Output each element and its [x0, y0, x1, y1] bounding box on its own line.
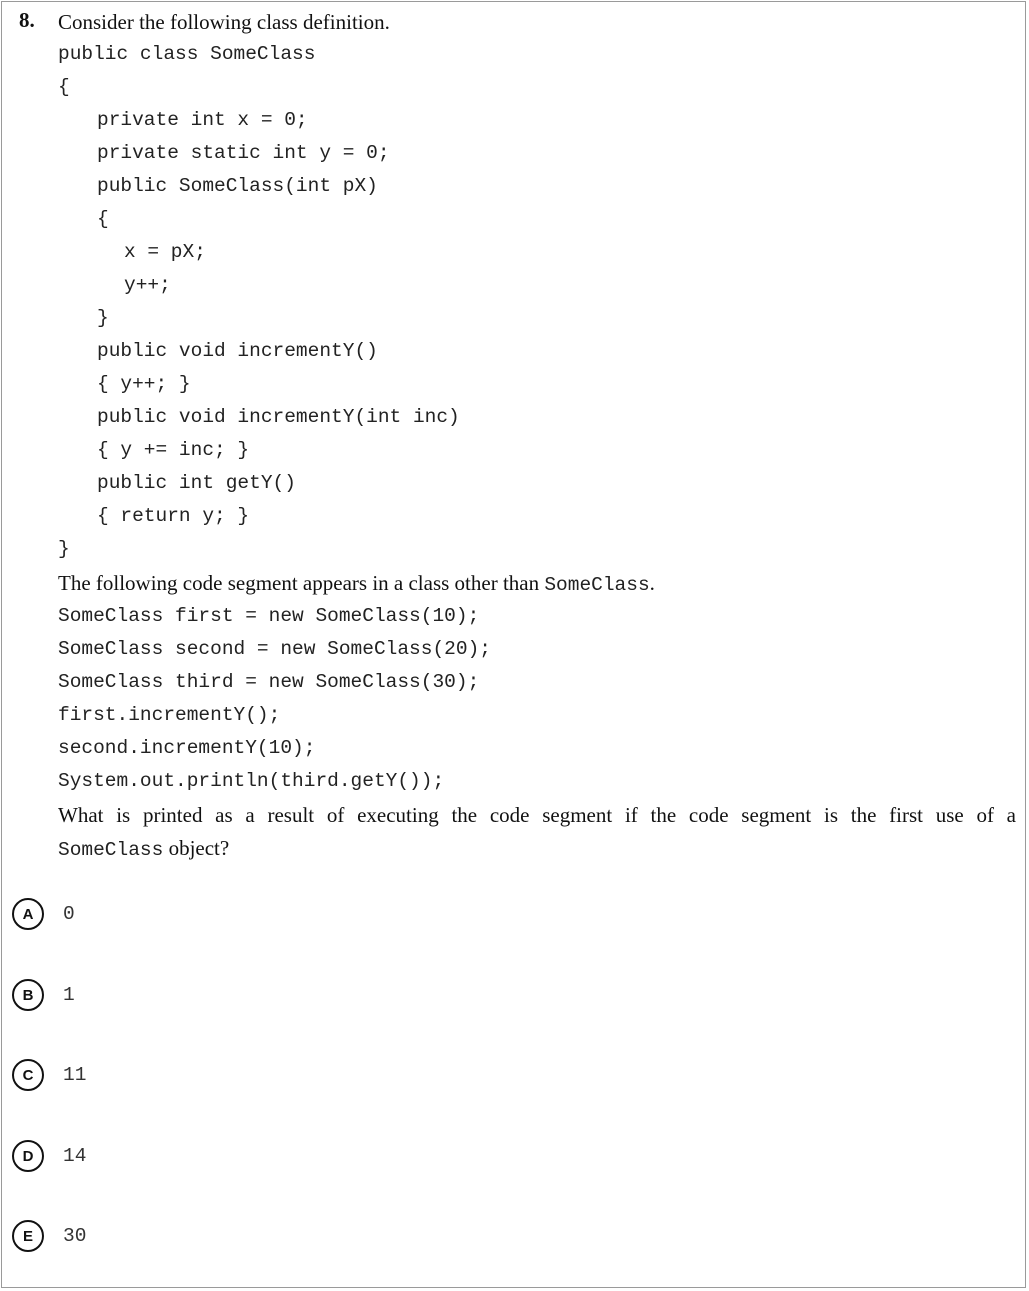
code-line: private int x = 0; [97, 109, 308, 131]
code-line: { [58, 76, 70, 98]
code-line: first.incrementY(); [58, 704, 281, 726]
choice-b-bubble[interactable]: B [12, 979, 44, 1011]
code-line: { [97, 208, 109, 230]
code-line: SomeClass third = new SomeClass(30); [58, 671, 480, 693]
question-intro: Consider the following class definition. [58, 10, 390, 34]
choice-e-bubble[interactable]: E [12, 1220, 44, 1252]
code-line: y++; [124, 274, 171, 296]
code-line: public SomeClass(int pX) [97, 175, 378, 197]
choice-d-text: 14 [63, 1145, 87, 1167]
prompt-object: object? [168, 836, 230, 860]
prompt-class-name: SomeClass [58, 839, 164, 861]
question-number: 8. [19, 8, 35, 32]
code-line: } [97, 307, 109, 329]
choice-e[interactable] [12, 1220, 312, 1254]
code-line: second.incrementY(10); [58, 737, 316, 759]
segment-text: The following code segment appears in a class other than [58, 571, 540, 595]
segment-intro [58, 570, 655, 598]
choice-a-bubble[interactable]: A [12, 898, 44, 930]
choice-d[interactable] [12, 1140, 312, 1174]
code-line: } [58, 538, 70, 560]
code-line: public void incrementY(int inc) [97, 406, 460, 428]
segment-class-name: SomeClass [544, 574, 650, 596]
code-line: SomeClass second = new SomeClass(20); [58, 638, 491, 660]
code-line: public class SomeClass [58, 43, 316, 65]
choice-a[interactable] [12, 898, 312, 932]
choice-c[interactable] [12, 1059, 312, 1093]
choice-e-text: 30 [63, 1225, 87, 1247]
choice-c-text: 11 [63, 1064, 87, 1086]
code-line: System.out.println(third.getY()); [58, 770, 445, 792]
question-prompt: What is printed as a result of executing the code segment if the code segment is the first use of a [58, 803, 1016, 827]
code-line: private static int y = 0; [97, 142, 390, 164]
choice-d-bubble[interactable]: D [12, 1140, 44, 1172]
code-line: { y += inc; } [97, 439, 250, 461]
choice-a-text: 0 [63, 903, 75, 925]
choice-c-bubble[interactable]: C [12, 1059, 44, 1091]
segment-period: . [649, 571, 655, 595]
code-line: public int getY() [97, 472, 296, 494]
code-line: x = pX; [124, 241, 206, 263]
code-line: { return y; } [97, 505, 250, 527]
code-line: { y++; } [97, 373, 191, 395]
choice-b-text: 1 [63, 984, 75, 1006]
choice-b[interactable] [12, 979, 312, 1013]
question-prompt-end [58, 835, 229, 863]
code-line: public void incrementY() [97, 340, 378, 362]
code-line: SomeClass first = new SomeClass(10); [58, 605, 480, 627]
